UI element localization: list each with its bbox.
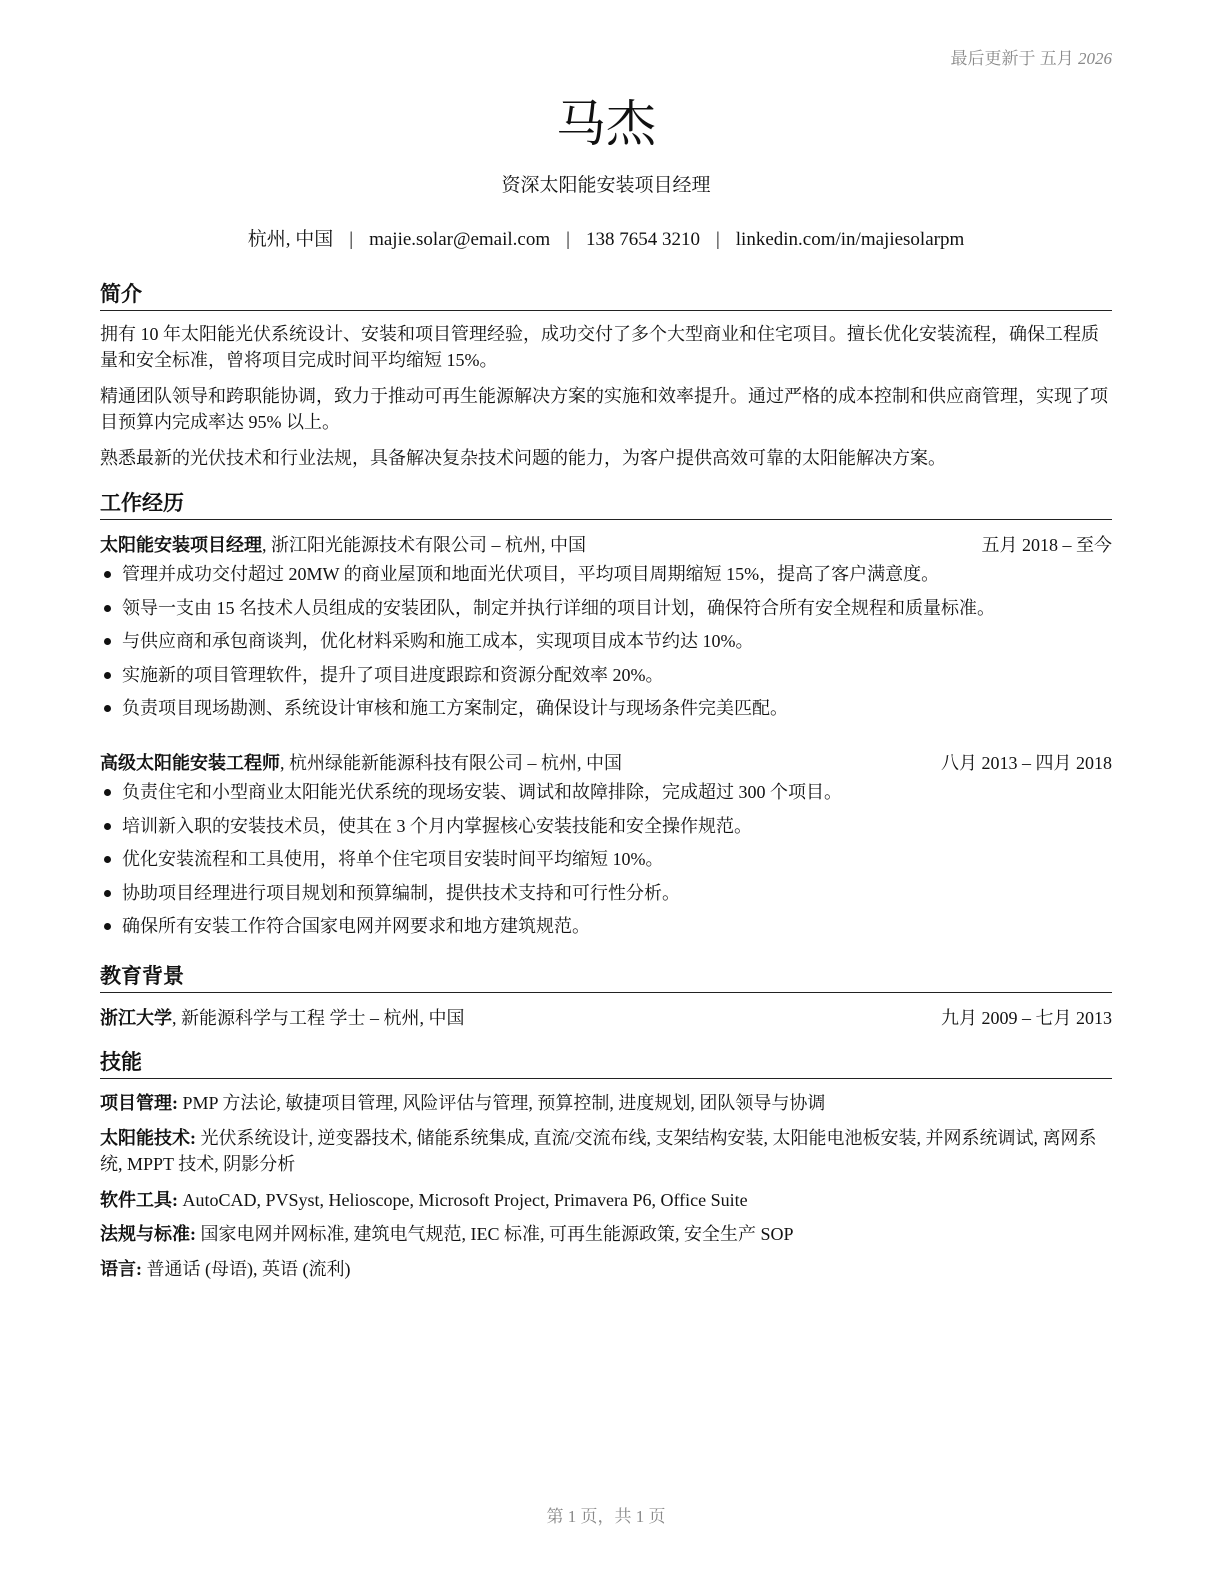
bullet-item: 实施新的项目管理软件，提升了项目进度跟踪和资源分配效率 20%。	[100, 659, 1112, 693]
summary-paragraph: 精通团队领导和跨职能协调，致力于推动可再生能源解决方案的实施和效率提升。通过严格的成本控制和供应商管理，实现了项目预算内完成率达 95% 以上。	[100, 386, 1108, 432]
job-bullets	[100, 558, 1112, 726]
education-school: 浙江大学	[100, 1008, 172, 1028]
summary-paragraph: 熟悉最新的光伏技术和行业法规，具备解决复杂技术问题的能力，为客户提供高效可靠的太阳能解决方案。	[100, 448, 946, 468]
education-school-detail	[100, 1004, 465, 1030]
skill-row	[100, 1221, 1112, 1247]
candidate-name: 马杰	[556, 95, 656, 153]
skill-value: PMP 方法论, 敏捷项目管理, 风险评估与管理, 预算控制, 进度规划, 团队领导与协调	[178, 1093, 826, 1113]
job-dates: 八月 2013 – 四月 2018	[941, 753, 1112, 773]
job-company: , 浙江阳光能源技术有限公司 – 杭州, 中国	[262, 535, 586, 555]
skill-row	[100, 1090, 1112, 1116]
skill-label: 项目管理:	[100, 1093, 178, 1113]
contact-linkedin[interactable]: linkedin.com/in/majiesolarpm	[735, 229, 965, 250]
contact-line	[100, 224, 1112, 251]
bullet-item: 管理并成功交付超过 20MW 的商业屋顶和地面光伏项目，平均项目周期缩短 15%，提高了客户满意度。	[100, 558, 1112, 592]
section-title-education: 教育背景	[100, 960, 1112, 993]
skill-value: AutoCAD, PVSyst, Helioscope, Microsoft Project, Primavera P6, Office Suite	[178, 1190, 748, 1210]
skill-label: 语言:	[100, 1259, 142, 1279]
contact-email[interactable]: majie.solar@email.com	[369, 229, 551, 250]
skill-value: 光伏系统设计, 逆变器技术, 储能系统集成, 直流/交流布线, 支架结构安装, 太阳能电池板安装, 并网系统调试, 离网系统, MPPT 技术, 阴影分析	[100, 1128, 1097, 1174]
bullet-item: 确保所有安装工作符合国家电网并网要求和地方建筑规范。	[100, 910, 1112, 944]
job-title-company	[100, 749, 622, 775]
last-updated-year: 2026	[1078, 49, 1112, 68]
section-title-summary: 简介	[100, 278, 1112, 311]
job-role: 太阳能安装项目经理	[100, 535, 262, 555]
skill-label: 软件工具:	[100, 1190, 178, 1210]
education-dates: 九月 2009 – 七月 2013	[941, 1008, 1112, 1028]
bullet-item: 与供应商和承包商谈判，优化材料采购和施工成本，实现项目成本节约达 10%。	[100, 625, 1112, 659]
section-title-experience: 工作经历	[100, 487, 1112, 520]
skill-value: 国家电网并网标准, 建筑电气规范, IEC 标准, 可再生能源政策, 安全生产 SOP	[196, 1224, 794, 1244]
education-detail: , 新能源科学与工程 学士 – 杭州, 中国	[172, 1008, 465, 1028]
bullet-item: 负责项目现场勘测、系统设计审核和施工方案制定，确保设计与现场条件完美匹配。	[100, 692, 1112, 726]
last-updated-label: 最后更新于 五月	[950, 49, 1074, 68]
contact-separator: |	[566, 229, 570, 250]
last-updated	[951, 44, 1113, 69]
resume-page	[100, 0, 1112, 1584]
bullet-item: 领导一支由 15 名技术人员组成的安装团队，制定并执行详细的项目计划，确保符合所有安全规程和质量标准。	[100, 592, 1112, 626]
job-title-company	[100, 531, 586, 557]
section-title-skills: 技能	[100, 1046, 1112, 1079]
summary-paragraph: 拥有 10 年太阳能光伏系统设计、安装和项目管理经验，成功交付了多个大型商业和住宅项目。擅长优化安装流程，确保工程质量和安全标准，曾将项目完成时间平均缩短 15%。	[100, 324, 1099, 370]
contact-phone[interactable]: 138 7654 3210	[585, 229, 700, 250]
skill-label: 太阳能技术:	[100, 1128, 196, 1148]
bullet-item: 优化安装流程和工具使用，将单个住宅项目安装时间平均缩短 10%。	[100, 843, 1112, 877]
page-number: 第 1 页，共 1 页	[546, 1507, 666, 1526]
bullet-item: 培训新入职的安装技术员，使其在 3 个月内掌握核心安装技能和安全操作规范。	[100, 810, 1112, 844]
bullet-item: 协助项目经理进行项目规划和预算编制，提供技术支持和可行性分析。	[100, 877, 1112, 911]
job-header	[100, 531, 1112, 557]
job-bullets	[100, 776, 1112, 944]
skill-row	[100, 1256, 1112, 1282]
job-dates: 五月 2018 – 至今	[981, 535, 1112, 555]
skill-row	[100, 1125, 1112, 1177]
contact-separator: |	[349, 229, 354, 250]
candidate-tagline: 资深太阳能安装项目经理	[501, 175, 711, 196]
contact-location: 杭州, 中国	[247, 229, 334, 250]
job-role: 高级太阳能安装工程师	[100, 753, 280, 773]
skill-label: 法规与标准:	[100, 1224, 196, 1244]
bullet-item: 负责住宅和小型商业太阳能光伏系统的现场安装、调试和故障排除，完成超过 300 个项目。	[100, 776, 1112, 810]
education-entry	[100, 1004, 1112, 1030]
job-header	[100, 749, 1112, 775]
skill-row	[100, 1187, 1112, 1213]
job-company: , 杭州绿能新能源科技有限公司 – 杭州, 中国	[280, 753, 622, 773]
contact-separator: |	[715, 229, 720, 250]
skill-value: 普通话 (母语), 英语 (流利)	[142, 1259, 351, 1279]
